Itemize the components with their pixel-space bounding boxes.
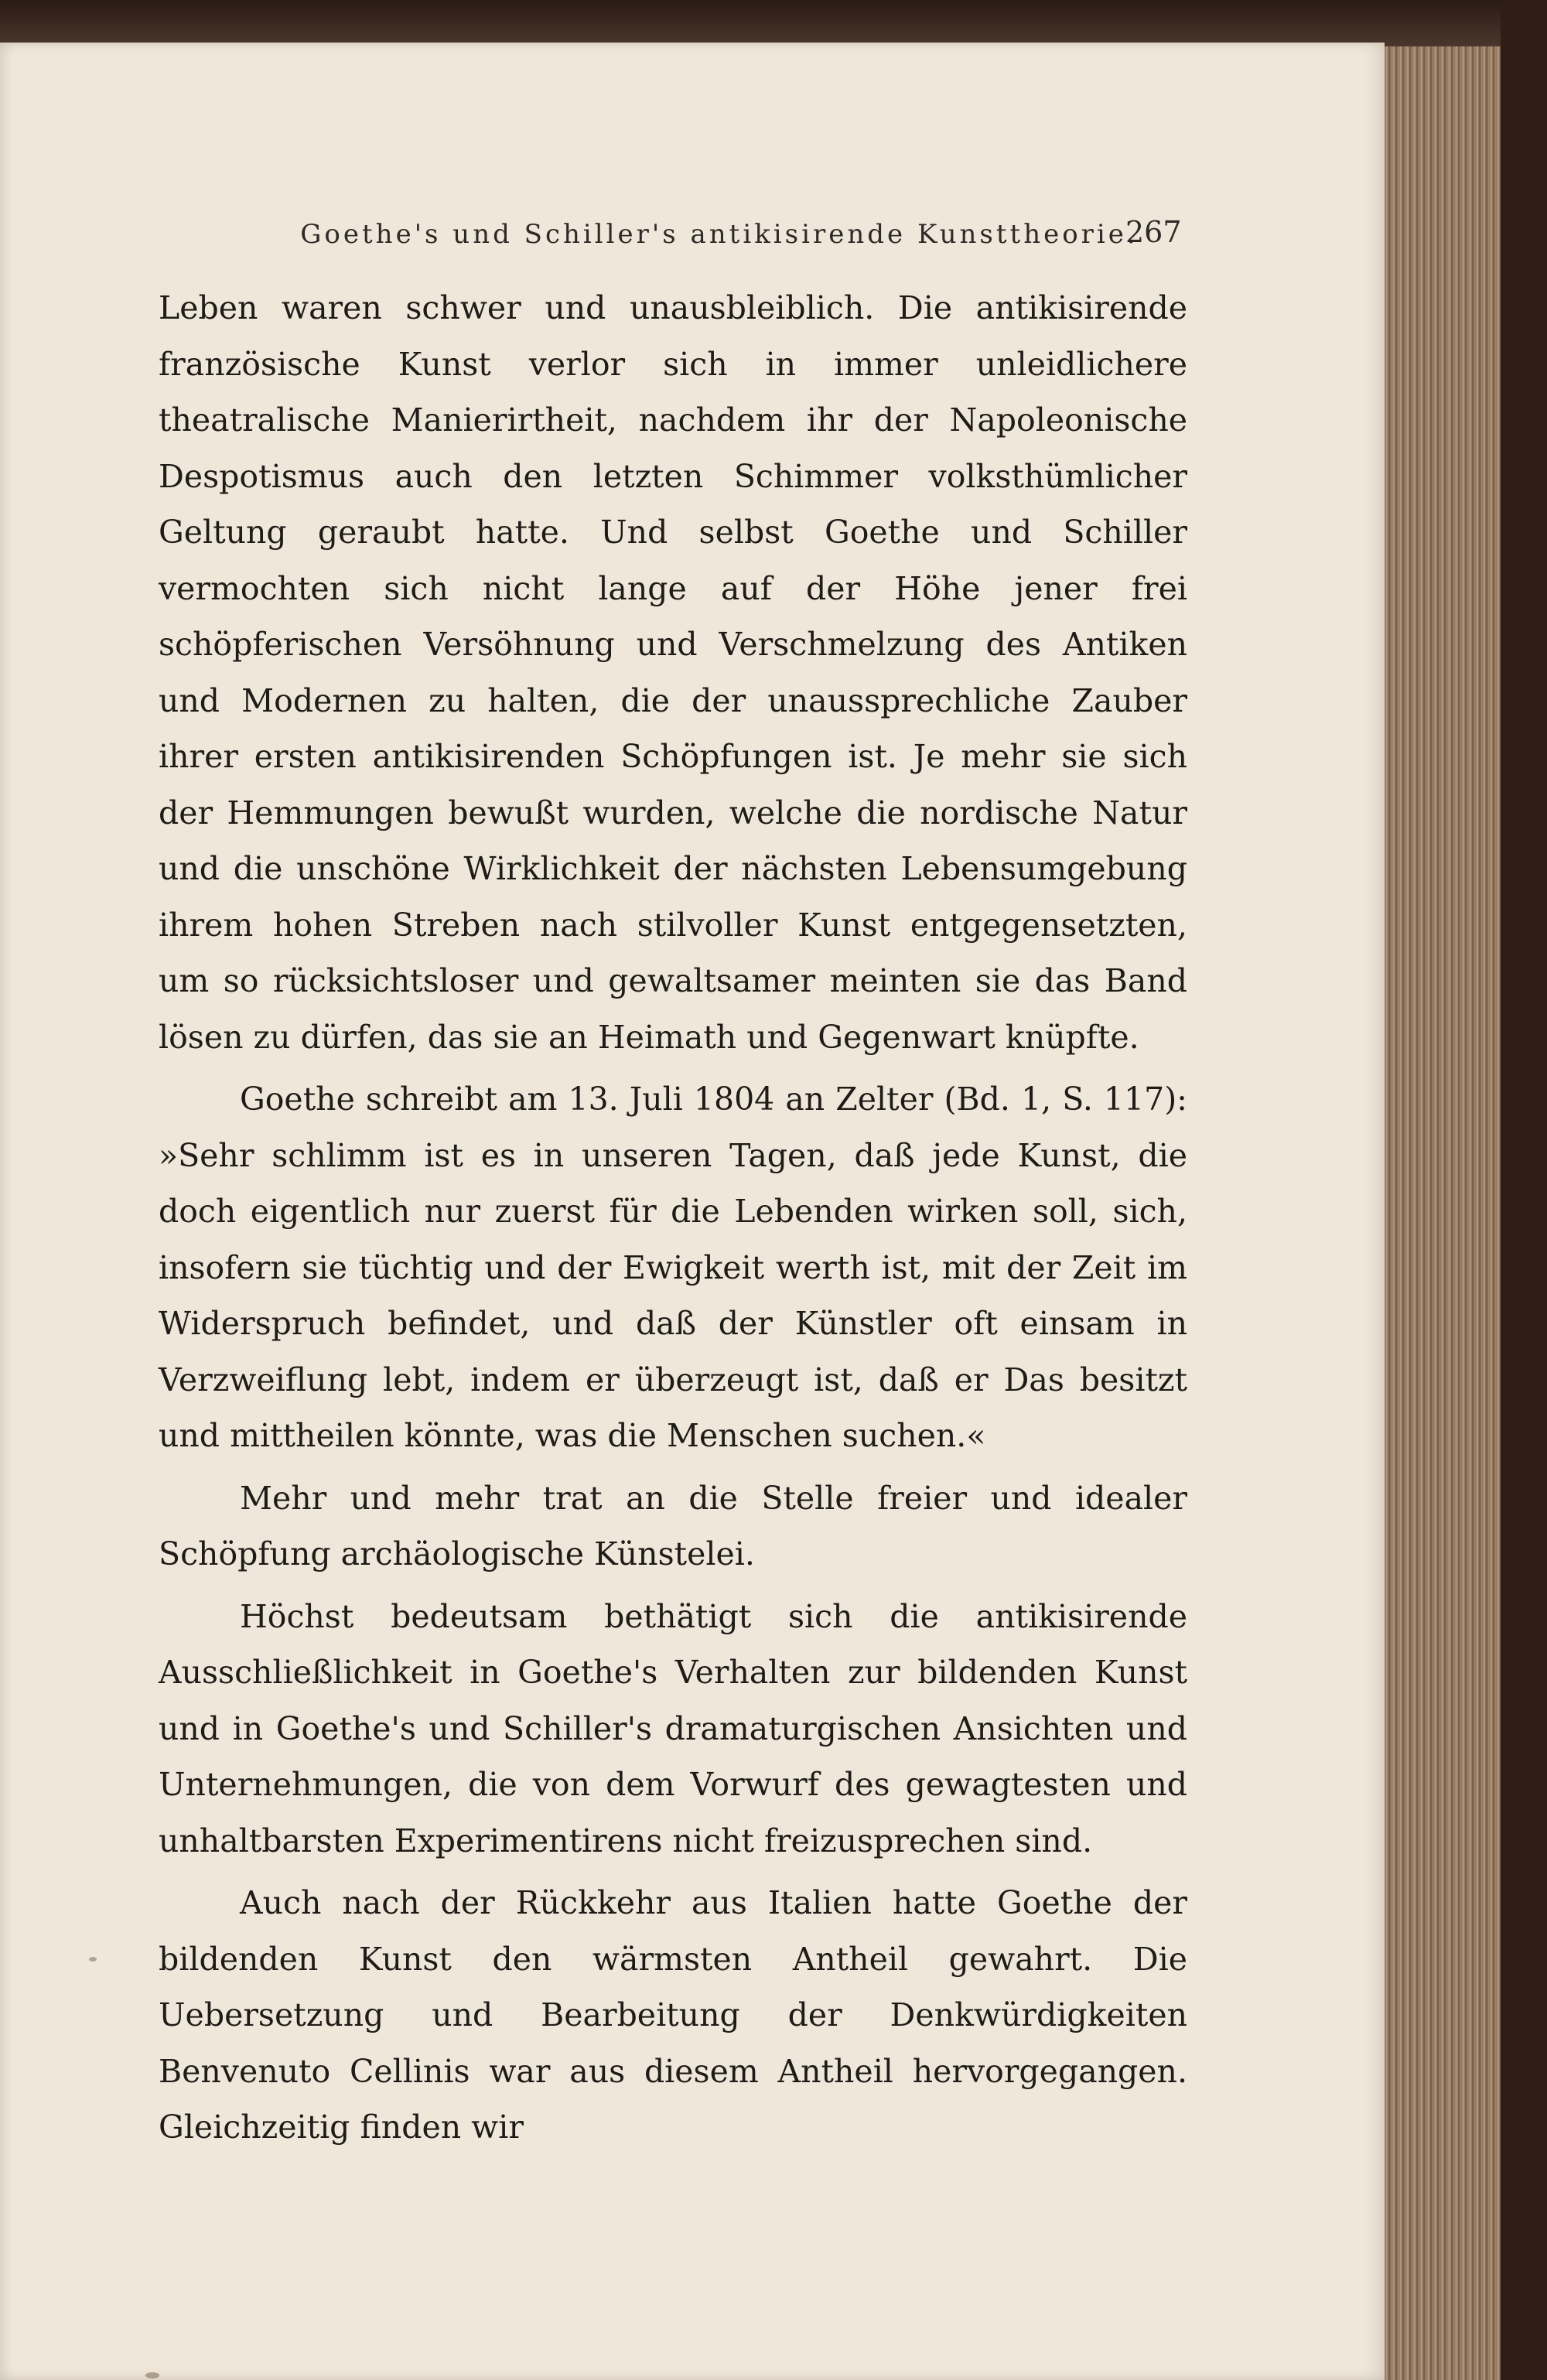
- paragraph-4: Höchst bedeutsam bethätigt sich die antikisirende Ausschließlichkeit in Goethe's Verhalten zur bildenden Kunst und in Goethe's und Schiller's dramaturgischen Ansichten und Unternehmungen, die von dem Vorwurf des gewagtesten und unhaltbarsten Experimentirens nicht freizusprechen sind.: [159, 1597, 1187, 1859]
- page-block-edge: [1385, 46, 1501, 2380]
- body-text: [159, 280, 1187, 2156]
- ink-spot: [145, 2372, 159, 2378]
- page-number: 267: [1125, 215, 1182, 249]
- paragraph-2: Goethe schreibt am 13. Juli 1804 an Zelter (Bd. 1, S. 117): »Sehr schlimm ist es in unseren Tagen, daß jede Kunst, die doch eigentlich nur zuerst für die Lebenden wirken soll, sich, insofern sie tüchtig und der Ewigkeit werth ist, mit der Zeit im Widerspruch befindet, und daß der Künstler oft einsam in Verzweiflung lebt, indem er überzeugt ist, daß er Das besitzt und mittheilen könnte, was die Menschen suchen.«: [159, 1081, 1187, 1454]
- paragraph-1: Leben waren schwer und unausbleiblich. Die antikisirende französische Kunst verlor sich in immer unleidlichere theatralische Manierirtheit, nachdem ihr der Napoleonische Despotismus auch den letzten Schimmer volksthümlicher Geltung geraubt hatte. Und selbst Goethe und Schiller vermochten sich nicht lange auf der Höhe jener frei schöpferischen Versöhnung und Verschmelzung des Antiken und Modernen zu halten, die der unaussprechliche Zauber ihrer ersten antikisirenden Schöpfungen ist. Je mehr sie sich der Hemmungen bewußt wurden, welche die nordische Natur und die unschöne Wirklichkeit der nächsten Lebensumgebung ihrem hohen Streben nach stilvoller Kunst entgegensetzten, um so rücksichtsloser und gewaltsamer meinten sie das Band lösen zu dürfen, das sie an Heimath und Gegenwart knüpfte.: [159, 289, 1187, 1056]
- ink-spot: [89, 1957, 97, 1962]
- paragraph-5: Auch nach der Rückkehr aus Italien hatte Goethe der bildenden Kunst den wärmsten Antheil gewahrt. Die Uebersetzung und Bearbeitung der Denkwürdigkeiten Benvenuto Cellinis war aus diesem Antheil hervorgegangen. Gleichzeitig finden wir: [159, 1884, 1187, 2146]
- background-top-edge: [0, 0, 1547, 46]
- paragraph-3: Mehr und mehr trat an die Stelle freier und idealer Schöpfung archäologische Künstelei.: [159, 1479, 1187, 1572]
- book-cover-edge: [1501, 0, 1547, 2380]
- running-title: Goethe's und Schiller's antikisirende Kunsttheorie.: [300, 219, 1139, 250]
